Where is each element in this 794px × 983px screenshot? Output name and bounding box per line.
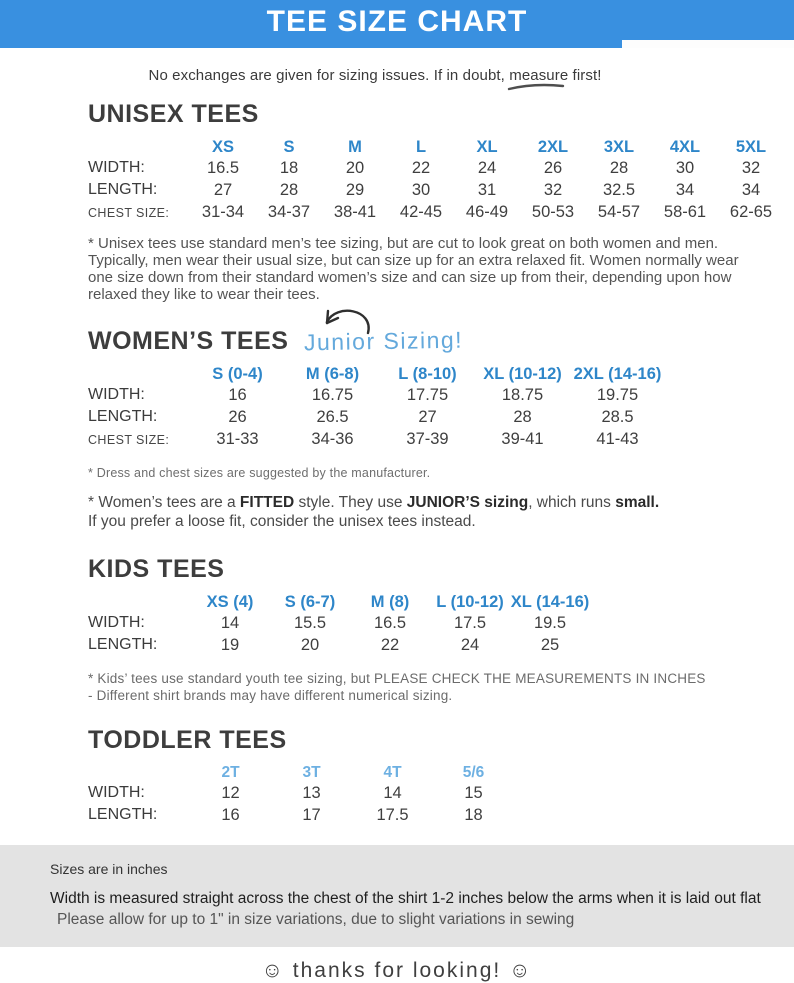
- size-column-header: 2T: [221, 764, 240, 781]
- size-value: 28: [279, 181, 299, 199]
- size-value: 28: [609, 159, 629, 177]
- size-value: 31-34: [201, 203, 245, 221]
- size-value: 20: [345, 159, 365, 177]
- size-value: 29: [345, 181, 365, 199]
- page-title: TEE SIZE CHART: [266, 5, 528, 38]
- row-label: CHEST SIZE:: [88, 433, 170, 447]
- row-label: WIDTH:: [88, 386, 145, 403]
- size-value: 39-41: [501, 430, 544, 448]
- row-label: WIDTH:: [88, 159, 145, 176]
- junior-sizing-annotation: Junior Sizing!: [304, 326, 464, 356]
- size-value: 22: [411, 159, 431, 177]
- size-value: 32: [543, 181, 563, 199]
- size-value: 54-57: [597, 203, 641, 221]
- size-value: 42-45: [399, 203, 443, 221]
- size-value: 27: [418, 408, 437, 426]
- size-value: 41-43: [596, 430, 639, 448]
- unisex-tees-heading: UNISEX TEES: [88, 100, 259, 128]
- note-line: relaxed they like to wear their tees.: [88, 286, 320, 303]
- note-line: Typically, men wear their usual size, but can size up for an extra relaxed fit. Women normally wear: [88, 252, 739, 269]
- row-label: LENGTH:: [88, 636, 158, 653]
- section-toddler-tees: [88, 726, 794, 827]
- size-column-header: 4T: [383, 764, 402, 781]
- size-value: 62-65: [729, 203, 773, 221]
- size-column-header: 5XL: [735, 138, 767, 156]
- womens-fitted-note: [88, 493, 794, 531]
- size-value: 27: [213, 181, 233, 199]
- size-value: 50-53: [531, 203, 575, 221]
- size-value: 26: [543, 159, 563, 177]
- womens-heading-row: [88, 327, 794, 356]
- size-value: 15: [464, 784, 483, 802]
- size-column-header: 4XL: [669, 138, 701, 156]
- size-column-header: L (8-10): [398, 365, 457, 383]
- exchange-notice: [0, 67, 794, 84]
- size-value: 17.5: [453, 614, 487, 632]
- unisex-size-table: [88, 135, 794, 224]
- row-label: LENGTH:: [88, 181, 158, 198]
- size-column-header: M (6-8): [305, 365, 360, 383]
- table-corner: [88, 761, 190, 783]
- size-column-header: XS: [211, 138, 234, 156]
- size-value: 17.75: [406, 386, 449, 404]
- size-value: 17.5: [376, 806, 409, 824]
- unisex-note-paragraph: [88, 235, 753, 303]
- title-banner: [0, 0, 794, 48]
- table-corner: [88, 135, 190, 158]
- note-line: * Unisex tees use standard men’s tee sizing, but are cut to look great on both women and men.: [88, 235, 719, 252]
- size-value: 25: [540, 636, 560, 654]
- fitted-note-line2: If you prefer a loose fit, consider the unisex tees instead.: [88, 513, 476, 530]
- row-label: CHEST SIZE:: [88, 206, 170, 220]
- toddler-tees-heading: TODDLER TEES: [88, 726, 287, 754]
- size-value: 34: [675, 181, 695, 199]
- size-value: 17: [302, 806, 321, 824]
- table-corner: [88, 590, 190, 613]
- size-value: 31-33: [216, 430, 259, 448]
- size-value: 26: [228, 408, 247, 426]
- size-column-header: XL (14-16): [510, 593, 590, 611]
- size-column-header: 2XL: [537, 138, 569, 156]
- size-value: 20: [300, 636, 320, 654]
- footer-note-variations: Please allow for up to 1" in size variations, due to slight variations in sewing: [57, 911, 575, 928]
- size-value: 14: [220, 614, 240, 632]
- size-value: 28: [513, 408, 532, 426]
- kids-note-paragraph: [88, 670, 794, 704]
- note-line: - Different shirt brands may have different numerical sizing.: [88, 688, 453, 703]
- size-value: 38-41: [333, 203, 377, 221]
- measurement-notes-footer: [0, 845, 794, 947]
- womens-size-table: [88, 362, 794, 451]
- size-value: 32: [741, 159, 761, 177]
- note-line: one size down from their standard women’s size and can size up from their, depending upon how: [88, 269, 732, 286]
- size-value: 19.5: [533, 614, 567, 632]
- size-value: 34-37: [267, 203, 311, 221]
- fitted-note-line1: * Women’s tees are a FITTED style. They use JUNIOR’S sizing, which runs small.: [88, 494, 660, 511]
- size-column-header: XL (10-12): [483, 365, 562, 383]
- size-column-header: M (8): [370, 593, 410, 611]
- size-value: 16.75: [311, 386, 354, 404]
- size-value: 26.5: [316, 408, 349, 426]
- size-column-header: XL: [476, 138, 498, 156]
- size-column-header: 3XL: [603, 138, 635, 156]
- size-value: 34-36: [311, 430, 354, 448]
- measure-underline-swoosh: [506, 81, 568, 93]
- size-value: 19: [220, 636, 240, 654]
- row-label: LENGTH:: [88, 806, 158, 823]
- size-value: 12: [221, 784, 240, 802]
- size-value: 22: [380, 636, 400, 654]
- size-value: 30: [411, 181, 431, 199]
- footer-note-inches: Sizes are in inches: [50, 861, 168, 877]
- size-value: 18: [464, 806, 483, 824]
- row-label: WIDTH:: [88, 784, 145, 801]
- kids-size-table: [88, 590, 794, 657]
- size-value: 37-39: [406, 430, 449, 448]
- size-column-header: 3T: [302, 764, 321, 781]
- header-notch: [622, 40, 794, 48]
- size-column-header: L (10-12): [436, 593, 504, 611]
- size-value: 18.75: [501, 386, 544, 404]
- notice-text-end: first!: [568, 67, 602, 84]
- womens-manufacturer-note: * Dress and chest sizes are suggested by the manufacturer.: [88, 466, 431, 480]
- size-value: 32.5: [602, 181, 636, 199]
- size-value: 16.5: [373, 614, 407, 632]
- notice-underlined-word: measure: [509, 67, 568, 84]
- size-value: 15.5: [293, 614, 327, 632]
- size-value: 19.75: [596, 386, 639, 404]
- size-value: 14: [383, 784, 402, 802]
- kids-tees-heading: KIDS TEES: [88, 555, 225, 583]
- row-label: WIDTH:: [88, 614, 145, 631]
- size-value: 34: [741, 181, 761, 199]
- size-value: 16: [228, 386, 247, 404]
- note-line: * Kids’ tees use standard youth tee sizing, but PLEASE CHECK THE MEASUREMENTS IN INCHES: [88, 671, 706, 686]
- size-value: 24: [460, 636, 480, 654]
- thanks-for-looking-text: ☺ thanks for looking! ☺: [261, 959, 533, 982]
- section-womens-tees: [88, 327, 794, 531]
- size-value: 16.5: [206, 159, 240, 177]
- size-value: 18: [279, 159, 299, 177]
- size-value: 13: [302, 784, 321, 802]
- footer-note-width: Width is measured straight across the chest of the shirt 1-2 inches below the arms when it is laid out flat: [50, 890, 761, 907]
- size-value: 46-49: [465, 203, 509, 221]
- size-value: 24: [477, 159, 497, 177]
- size-value: 16: [221, 806, 240, 824]
- toddler-size-table: [88, 761, 794, 827]
- size-column-header: M: [348, 138, 362, 156]
- notice-text-start: No exchanges are given for sizing issues. If in doubt,: [148, 67, 510, 84]
- size-value: 30: [675, 159, 695, 177]
- size-column-header: S (6-7): [284, 593, 336, 611]
- table-corner: [88, 362, 190, 385]
- size-column-header: 2XL (14-16): [573, 365, 662, 383]
- size-value: 31: [477, 181, 497, 199]
- size-column-header: L: [415, 138, 427, 156]
- size-column-header: 5/6: [462, 764, 485, 781]
- size-column-header: S: [283, 138, 295, 156]
- size-column-header: S (0-4): [212, 365, 263, 383]
- womens-tees-heading: WOMEN’S TEES: [88, 327, 289, 355]
- section-unisex-tees: [88, 100, 794, 303]
- size-column-header: XS (4): [206, 593, 254, 611]
- size-value: 58-61: [663, 203, 707, 221]
- size-value: 28.5: [601, 408, 634, 426]
- section-kids-tees: [88, 555, 794, 704]
- row-label: LENGTH:: [88, 408, 158, 425]
